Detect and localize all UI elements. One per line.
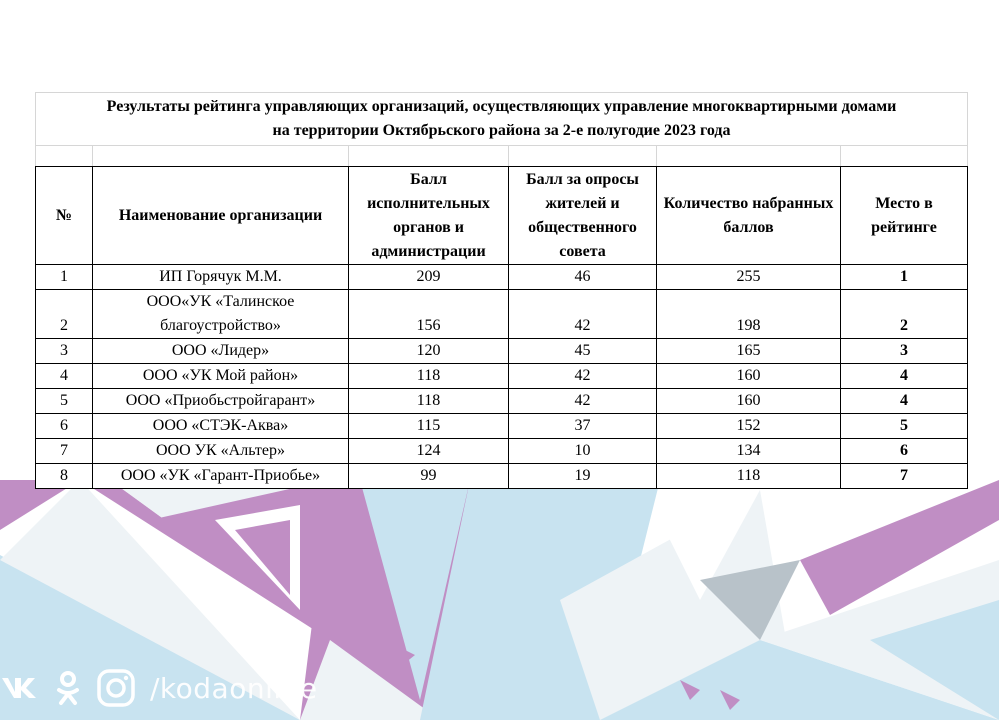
cell-rank: 6 [841, 439, 968, 464]
cell-admin-score: 115 [349, 414, 509, 439]
cell-total-score: 198 [657, 290, 841, 339]
cell-rank: 4 [841, 364, 968, 389]
cell-organization: ООО «СТЭК-Аква» [93, 414, 349, 439]
cell-admin-score: 99 [349, 464, 509, 489]
cell-number: 5 [36, 389, 93, 414]
cell-total-score: 160 [657, 389, 841, 414]
table-row [36, 339, 968, 364]
title-line-1: Результаты рейтинга управляющих организаций, осуществляющих управление многоквартирными домами [106, 98, 897, 115]
cell-organization: ООО «УК Мой район» [93, 364, 349, 389]
cell-number: 1 [36, 265, 93, 290]
social-watermark [0, 668, 318, 708]
title-line-2: на территории Октябрьского района за 2-е полугодие 2023 года [272, 122, 731, 139]
cell-rank: 3 [841, 339, 968, 364]
cell-rank: 1 [841, 265, 968, 290]
cell-survey-score: 19 [509, 464, 657, 489]
cell-admin-score: 120 [349, 339, 509, 364]
social-handle: /kodaonline [150, 671, 318, 705]
cell-organization: ООО «Приобьстройгарант» [93, 389, 349, 414]
odnoklassniki-icon [54, 670, 82, 706]
column-header-rank: Место в рейтинге [841, 167, 968, 265]
column-header-number: № [36, 167, 93, 265]
cell-survey-score: 42 [509, 290, 657, 339]
cell-admin-score: 156 [349, 290, 509, 339]
cell-survey-score: 45 [509, 339, 657, 364]
table-row [36, 364, 968, 389]
cell-total-score: 255 [657, 265, 841, 290]
cell-total-score: 160 [657, 364, 841, 389]
cell-admin-score: 118 [349, 389, 509, 414]
cell-organization: ИП Горячук М.М. [93, 265, 349, 290]
table-row [36, 414, 968, 439]
cell-survey-score: 42 [509, 364, 657, 389]
cell-rank: 7 [841, 464, 968, 489]
cell-total-score: 152 [657, 414, 841, 439]
cell-number: 4 [36, 364, 93, 389]
table-row [36, 389, 968, 414]
instagram-icon [96, 668, 136, 708]
cell-admin-score: 124 [349, 439, 509, 464]
cell-admin-score: 118 [349, 364, 509, 389]
table-row [36, 439, 968, 464]
cell-rank: 4 [841, 389, 968, 414]
cell-survey-score: 10 [509, 439, 657, 464]
cell-total-score: 118 [657, 464, 841, 489]
column-header-organization: Наименование организации [93, 167, 349, 265]
column-header-admin-score: Балл исполнительных органов и администрации [349, 167, 509, 265]
cell-organization: ООО«УК «Талинское благоустройство» [93, 290, 349, 339]
cell-number: 3 [36, 339, 93, 364]
table-row [36, 290, 968, 339]
cell-organization: ООО УК «Альтер» [93, 439, 349, 464]
cell-survey-score: 37 [509, 414, 657, 439]
cell-number: 7 [36, 439, 93, 464]
cell-admin-score: 209 [349, 265, 509, 290]
cell-survey-score: 46 [509, 265, 657, 290]
cell-number: 6 [36, 414, 93, 439]
column-header-survey-score: Балл за опросы жителей и общественного совета [509, 167, 657, 265]
cell-organization: ООО «Лидер» [93, 339, 349, 364]
cell-total-score: 165 [657, 339, 841, 364]
rating-sheet [35, 92, 967, 489]
cell-survey-score: 42 [509, 389, 657, 414]
column-header-total-score: Количество набранных баллов [657, 167, 841, 265]
table-row [36, 464, 968, 489]
rating-table [35, 92, 968, 489]
cell-organization: ООО «УК «Гарант-Приобье» [93, 464, 349, 489]
cell-number: 8 [36, 464, 93, 489]
cell-rank: 5 [841, 414, 968, 439]
cell-rank: 2 [841, 290, 968, 339]
table-row [36, 265, 968, 290]
header-row [36, 167, 968, 265]
cell-total-score: 134 [657, 439, 841, 464]
vk-icon [0, 676, 40, 700]
table-title [36, 93, 968, 146]
cell-number: 2 [36, 290, 93, 339]
